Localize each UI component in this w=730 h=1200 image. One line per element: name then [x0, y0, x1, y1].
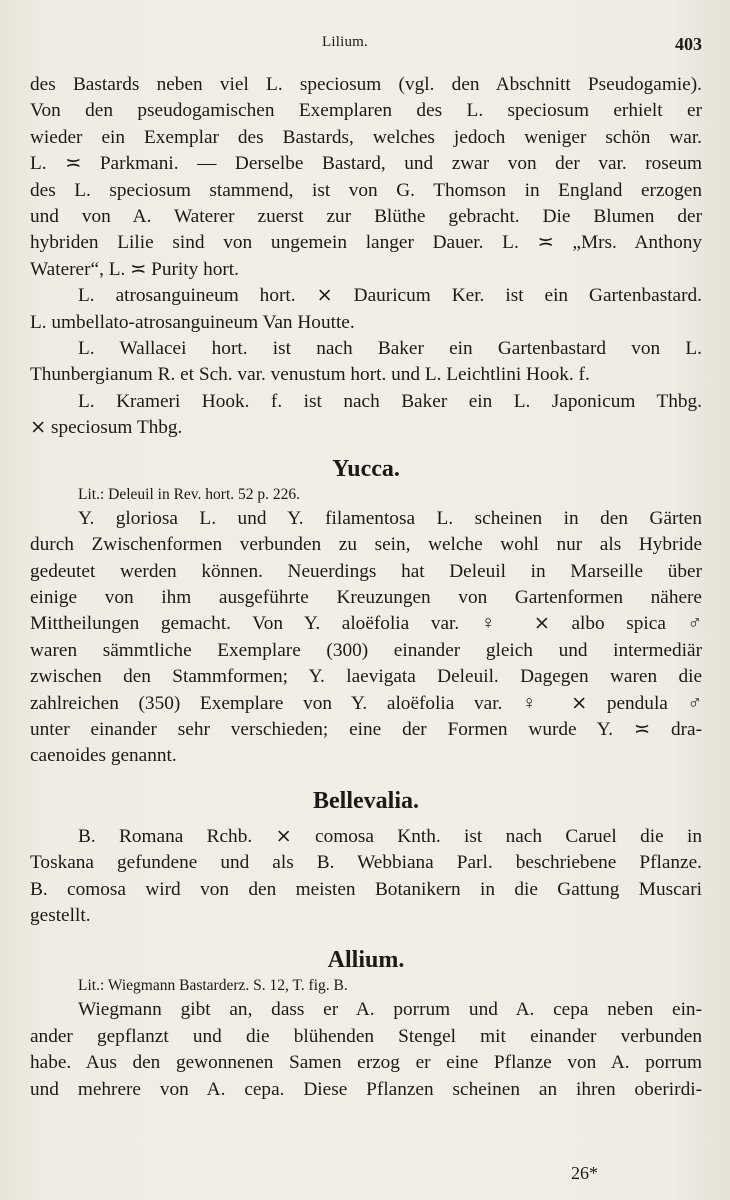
signature-mark: 26* [571, 1163, 598, 1183]
text-line: unter einander sehr verschieden; eine der Formen wurde Y. ≍ dra- [30, 718, 702, 740]
lilium-paragraph-3 [30, 336, 702, 389]
text-line: und mehrere von A. cepa. Diese Pflanzen scheinen an ihren oberirdi- [30, 1078, 702, 1100]
text-line: zahlreichen (350) Exemplare von Y. aloëfolia var. ♀ ⨯ pendula ♂ [30, 692, 702, 714]
text-line: caenoides genannt. [30, 745, 177, 767]
text-line: Waterer“, L. ≍ Purity hort. [30, 258, 239, 280]
text-line: L. atrosanguineum hort. ⨯ Dauricum Ker. ist ein Gartenbastard. [78, 285, 702, 307]
running-title: Lilium. [322, 34, 368, 50]
text-line: wieder ein Exemplar des Bastards, welches jedoch weniger schön war. [30, 126, 702, 148]
lilium-paragraph-4 [30, 389, 702, 442]
text-line: habe. Aus den gewonnenen Samen erzog er eine Pflanze von A. porrum [30, 1052, 702, 1074]
text-line: gedeutet werden können. Neuerdings hat Deleuil in Marseille über [30, 560, 702, 582]
text-line: Toskana gefundene und als B. Webbiana Parl. beschriebene Pflanze. [30, 852, 702, 874]
text-line: ⨯ speciosum Thbg. [30, 417, 183, 439]
text-line: waren sämmtliche Exemplare (300) einander gleich und intermediär [30, 639, 702, 661]
text-line: hybriden Lilie sind von ungemein langer Dauer. L. ≍ „Mrs. Anthony [30, 232, 702, 254]
text-line: Y. gloriosa L. und Y. filamentosa L. scheinen in den Gärten [78, 507, 702, 529]
text-line: des L. speciosum stammend, ist von G. Thomson in England erzogen [30, 179, 702, 201]
allium-paragraph [30, 997, 702, 1103]
page-number: 403 [675, 34, 702, 54]
section-heading-yucca: Yucca. [332, 455, 400, 482]
text-line: Von den pseudogamischen Exemplaren des L. speciosum erhielt er [30, 100, 702, 122]
yucca-paragraph [30, 506, 702, 770]
lilium-paragraph-1 [30, 72, 702, 283]
lilium-paragraph-2 [30, 283, 702, 336]
text-line: des Bastards neben viel L. speciosum (vgl. den Abschnitt Pseudogamie). [30, 74, 702, 95]
text-line: Wiegmann gibt an, dass er A. porrum und A. cepa neben ein- [78, 999, 702, 1021]
section-heading-allium: Allium. [327, 947, 405, 974]
text-line: einige von ihm ausgeführte Kreuzungen von Gartenformen nähere [30, 586, 702, 608]
text-line: Thunbergianum R. et Sch. var. venustum hort. und L. Leichtlini Hook. f. [30, 364, 590, 386]
text-line: L. umbellato-atrosanguineum Van Houtte. [30, 311, 355, 333]
text-line: ander gepflanzt und die blühenden Stengel mit einander verbunden [30, 1025, 702, 1047]
text-line: durch Zwischenformen verbunden zu sein, welche wohl nur als Hybride [30, 534, 702, 556]
text-line: gestellt. [30, 904, 91, 926]
text-line: und von A. Waterer zuerst zur Blüthe gebracht. Die Blumen der [30, 206, 702, 228]
text-line: L. Krameri Hook. f. ist nach Baker ein L. Japonicum Thbg. [78, 390, 702, 412]
literature-reference: Lit.: Deleuil in Rev. hort. 52 p. 226. [78, 485, 300, 503]
bellevalia-paragraph [30, 824, 702, 930]
section-heading-bellevalia: Bellevalia. [313, 787, 419, 814]
text-line: Mittheilungen gemacht. Von Y. aloëfolia var. ♀ ⨯ albo spica ♂ [30, 613, 702, 635]
text-line: L. Wallacei hort. ist nach Baker ein Gartenbastard von L. [78, 338, 702, 360]
text-line: B. Romana Rchb. ⨯ comosa Knth. ist nach Caruel die in [78, 825, 702, 847]
text-line: L. ≍ Parkmani. — Derselbe Bastard, und zwar von der var. roseum [30, 153, 702, 175]
running-head [0, 34, 730, 58]
text-line: B. comosa wird von den meisten Botanikern in die Gattung Muscari [30, 878, 702, 900]
body-text [30, 72, 702, 1103]
literature-reference: Lit.: Wiegmann Bastarderz. S. 12, T. fig. B. [78, 977, 348, 995]
text-line: zwischen den Stammformen; Y. laevigata Deleuil. Dagegen waren die [30, 666, 702, 688]
